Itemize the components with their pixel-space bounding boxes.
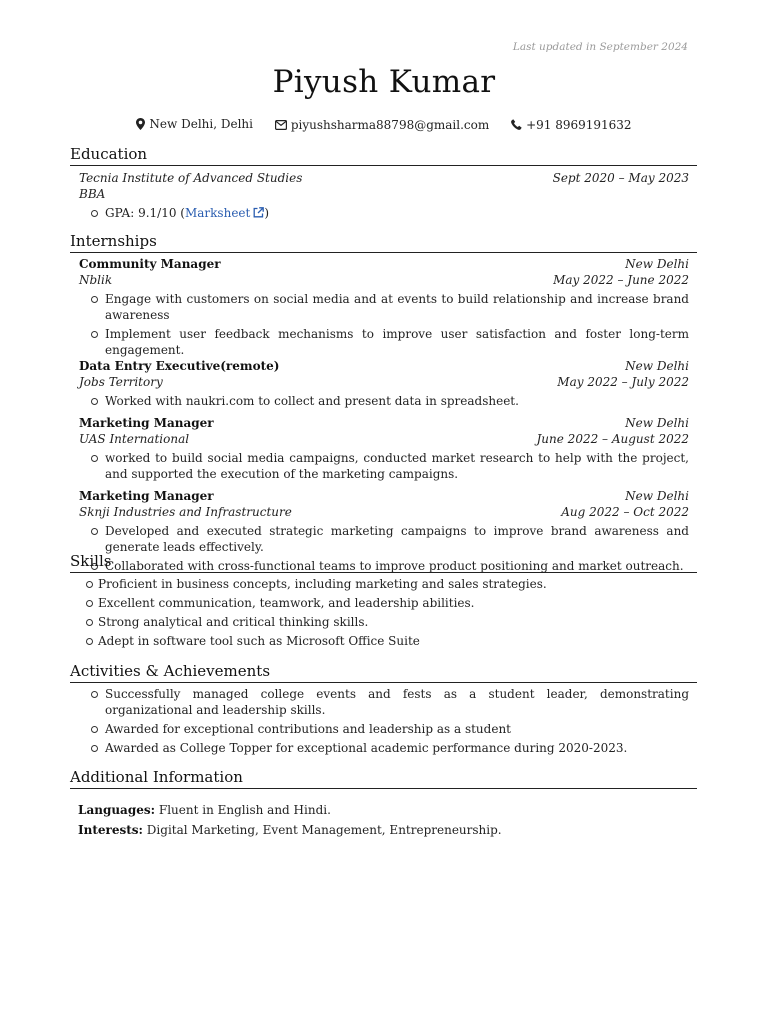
education-section xyxy=(70,145,697,221)
languages-label: Languages: xyxy=(78,803,156,817)
institute: Tecnia Institute of Advanced Studies xyxy=(79,171,303,185)
internship-bullets xyxy=(79,393,689,409)
company: Jobs Territory xyxy=(79,375,163,389)
section-title-internships: Internships xyxy=(70,232,697,253)
contact-bar xyxy=(0,117,768,133)
languages-value: Fluent in English and Hindi. xyxy=(158,803,331,817)
internship-entry xyxy=(79,488,689,520)
degree: BBA xyxy=(79,187,106,201)
activities-section xyxy=(70,662,697,756)
email-text[interactable]: piyushsharma88798@gmail.com xyxy=(290,118,490,132)
role-dates: May 2022 – July 2022 xyxy=(557,375,689,389)
interests-label: Interests: xyxy=(78,823,143,837)
internship-bullets xyxy=(79,450,689,482)
role-dates: June 2022 – August 2022 xyxy=(536,432,689,446)
activities-list xyxy=(79,686,689,756)
company: Sknji Industries and Infrastructure xyxy=(79,505,292,519)
interests-row xyxy=(78,822,697,838)
skills-list xyxy=(70,576,697,649)
marksheet-link[interactable]: Marksheet xyxy=(184,206,251,220)
education-bullets xyxy=(79,205,697,221)
languages-row xyxy=(78,802,697,818)
last-updated: Last updated in September 2024 xyxy=(512,41,688,53)
list-item: Implement user feedback mechanisms to improve user satisfaction and foster long-term engagement. xyxy=(79,326,689,358)
interests-value: Digital Marketing, Event Management, Entrepreneurship. xyxy=(146,823,502,837)
role-dates: Aug 2022 – Oct 2022 xyxy=(561,505,689,519)
additional-section xyxy=(70,768,697,838)
education-dates: Sept 2020 – May 2023 xyxy=(552,171,689,185)
gpa-suffix: ) xyxy=(264,206,270,220)
role: Community Manager xyxy=(79,257,221,271)
list-item: Strong analytical and critical thinking skills. xyxy=(70,614,697,630)
section-title-activities: Activities & Achievements xyxy=(70,662,697,683)
email[interactable] xyxy=(275,118,489,132)
section-title-additional: Additional Information xyxy=(70,768,697,789)
role-location: New Delhi xyxy=(625,359,689,373)
role-location: New Delhi xyxy=(625,489,689,503)
map-marker-icon xyxy=(136,118,145,130)
phone-icon xyxy=(511,119,522,130)
list-item: Collaborated with cross-functional teams to improve product positioning and market outreach. xyxy=(79,558,689,574)
phone-text[interactable]: +91 8969191632 xyxy=(526,117,632,132)
location-text: New Delhi, Delhi xyxy=(149,117,253,131)
external-link-icon[interactable] xyxy=(253,207,264,218)
list-item: Worked with naukri.com to collect and present data in spreadsheet. xyxy=(79,393,689,409)
role-location: New Delhi xyxy=(625,257,689,271)
list-item: Engage with customers on social media and at events to build relationship and increase brand awareness xyxy=(79,291,689,323)
internship-entry xyxy=(79,358,689,390)
role-location: New Delhi xyxy=(625,416,689,430)
envelope-icon xyxy=(275,120,287,130)
candidate-name: Piyush Kumar xyxy=(272,64,496,100)
list-item: Developed and executed strategic marketing campaigns to improve brand awareness and generate leads effectively. xyxy=(79,523,689,555)
internship-entry xyxy=(79,256,689,288)
list-item: Awarded for exceptional contributions and leadership as a student xyxy=(79,721,689,737)
list-item: Proficient in business concepts, including marketing and sales strategies. xyxy=(70,576,697,592)
internship-entry xyxy=(79,415,689,447)
list-item: worked to build social media campaigns, conducted market research to help with the project, and supported the execution of the marketing campaigns. xyxy=(79,450,689,482)
list-item: Successfully managed college events and fests as a student leader, demonstrating organizational and leadership skills. xyxy=(79,686,689,718)
list-item: Excellent communication, teamwork, and leadership abilities. xyxy=(70,595,697,611)
role: Marketing Manager xyxy=(79,416,214,430)
company: Nblik xyxy=(79,273,113,287)
phone[interactable] xyxy=(511,118,632,132)
section-title-skills: Skills xyxy=(70,552,697,573)
company: UAS International xyxy=(79,432,190,446)
list-item xyxy=(79,205,697,221)
role: Marketing Manager xyxy=(79,489,214,503)
list-item: Awarded as College Topper for exceptional academic performance during 2020-2023. xyxy=(79,740,689,756)
role-dates: May 2022 – June 2022 xyxy=(553,273,689,287)
internships-section xyxy=(70,232,697,574)
skills-section xyxy=(70,552,697,649)
section-title-education: Education xyxy=(70,145,697,166)
gpa-prefix: GPA: 9.1/10 ( xyxy=(105,206,185,220)
list-item: Adept in software tool such as Microsoft Office Suite xyxy=(70,633,697,649)
location xyxy=(136,117,253,131)
internship-bullets xyxy=(79,291,689,358)
education-entry xyxy=(79,170,689,202)
role: Data Entry Executive(remote) xyxy=(79,359,280,373)
